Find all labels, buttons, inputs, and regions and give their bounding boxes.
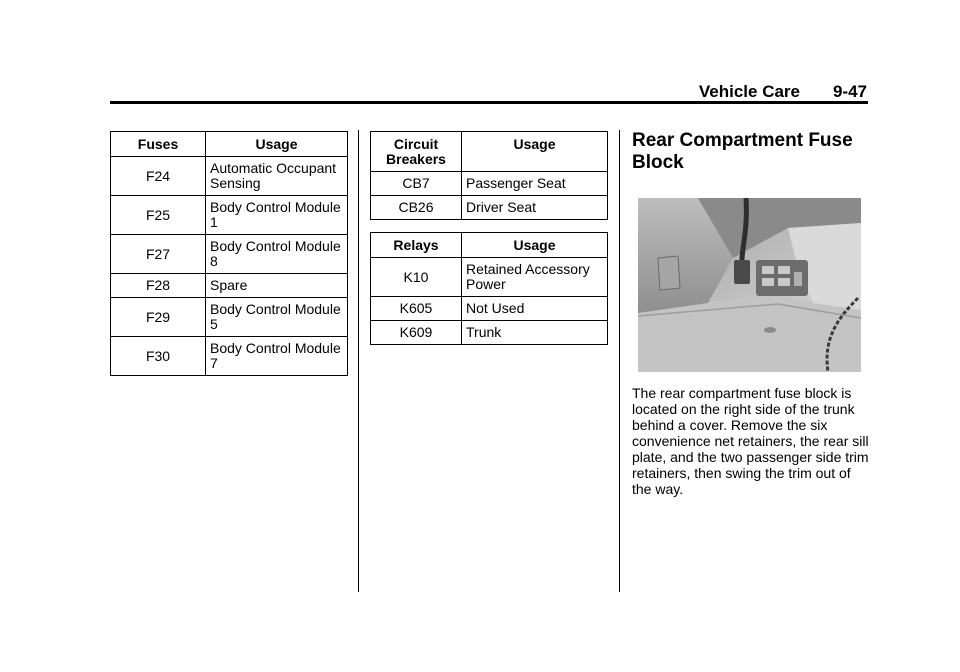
relay-usage: Trunk: [462, 321, 608, 345]
breaker-usage: Passenger Seat: [462, 172, 608, 196]
section-title: Vehicle Care: [698, 82, 800, 101]
breaker-id: CB26: [371, 196, 462, 220]
fuse-usage: Body Control Module 8: [206, 235, 348, 274]
table-row: [111, 274, 348, 298]
relay-id: K10: [371, 258, 462, 297]
table-row: [371, 172, 608, 196]
breaker-id: CB7: [371, 172, 462, 196]
column-header: Fuses: [111, 132, 206, 157]
section-heading: Rear Compartment Fuse Block: [632, 130, 853, 173]
table-row: [111, 157, 348, 196]
table-row: [371, 321, 608, 345]
column-header: Circuit Breakers: [371, 132, 462, 172]
fuse-usage: Body Control Module 1: [206, 196, 348, 235]
circuit-breakers-table: [370, 131, 608, 220]
page-number: 9-47: [832, 82, 867, 101]
fuse-usage: Body Control Module 5: [206, 298, 348, 337]
fuse-id: F25: [111, 196, 206, 235]
body-paragraph: The rear compartment fuse block is located on the right side of the trunk behind a cover. Remove the six convenience net retainers, the rear sill plate, and the two passenger side trim retainers, then swing the trim out of the way.: [632, 385, 869, 497]
table-row: [111, 337, 348, 376]
breaker-usage: Driver Seat: [462, 196, 608, 220]
fuse-usage: Body Control Module 7: [206, 337, 348, 376]
relay-id: K605: [371, 297, 462, 321]
table-row: [371, 196, 608, 220]
column-divider: [619, 130, 620, 592]
fuse-id: F27: [111, 235, 206, 274]
table-row: [371, 258, 608, 297]
fuse-usage: Automatic Occupant Sensing: [206, 157, 348, 196]
column-divider: [358, 130, 359, 592]
table-row: [111, 196, 348, 235]
fuse-id: F29: [111, 298, 206, 337]
fuse-id: F24: [111, 157, 206, 196]
table-header-row: [371, 132, 608, 172]
trunk-photo-illustration: [638, 198, 861, 372]
table-row: [371, 297, 608, 321]
column-header: Usage: [462, 233, 608, 258]
fuse-id: F30: [111, 337, 206, 376]
table-row: [111, 235, 348, 274]
fuses-table: [110, 131, 348, 376]
relay-id: K609: [371, 321, 462, 345]
column-header: Usage: [206, 132, 348, 157]
trunk-photo: [638, 198, 861, 372]
relays-table: [370, 232, 608, 345]
fuse-id: F28: [111, 274, 206, 298]
header-rule: [110, 101, 868, 104]
table-row: [111, 298, 348, 337]
fuse-usage: Spare: [206, 274, 348, 298]
relay-usage: Retained Accessory Power: [462, 258, 608, 297]
column-header: Relays: [371, 233, 462, 258]
table-header-row: [111, 132, 348, 157]
table-header-row: [371, 233, 608, 258]
relay-usage: Not Used: [462, 297, 608, 321]
column-header: Usage: [462, 132, 608, 172]
